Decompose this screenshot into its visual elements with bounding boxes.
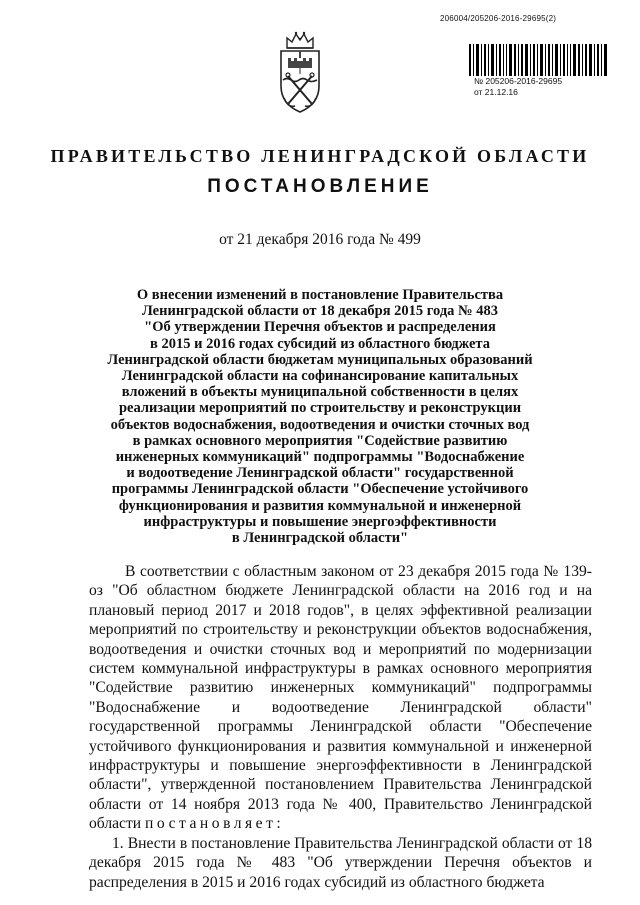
heading-line: объектов водоснабжения, водоотведения и очистки сточных вод — [110, 416, 530, 433]
heading-line: вложений в объекты муниципальной собственности в целях — [121, 384, 519, 401]
registration-number: № 205206-2016-29695 — [474, 76, 563, 86]
item-1-paragraph: 1. Внести в постановление Правительства Ленинградской области от 18 декабря 2015 года № 483 "Об утверждении Перечня объектов и распределения в 2015 и 2016 годах субсидий из областного бюджета — [89, 834, 592, 891]
registration-barcode-block — [468, 44, 608, 98]
coat-of-arms-icon — [275, 28, 325, 116]
heading-line: программы Ленинградской области "Обеспечение устойчивого — [111, 481, 529, 498]
heading-line: в Ленинградской области" — [231, 530, 409, 547]
document-heading — [90, 287, 550, 546]
document-type: ПОСТАНОВЛЕНИЕ — [207, 176, 433, 197]
heading-line: О внесении изменений в постановление Правительства — [136, 287, 504, 303]
heading-line: в 2015 и 2016 годах субсидий из областного бюджета — [150, 335, 490, 352]
heading-line: в рамках основного мероприятия "Содействие развитию — [132, 432, 508, 449]
document-body — [89, 562, 592, 892]
heading-line: Ленинградской области на софинансирование капитальных — [121, 368, 519, 385]
registration-date: от 21.12.16 — [474, 87, 518, 97]
document-date: от 21 декабря 2016 года № 499 — [219, 231, 421, 248]
barcode-icon — [468, 44, 608, 76]
heading-line: инженерных коммуникаций" подпрограммы "Водоснабжение — [115, 449, 525, 466]
registration-code: 206004/205206-2016-29695(2) — [440, 14, 557, 23]
heading-line: Ленинградской области бюджетам муниципальных образований — [107, 351, 533, 368]
decree-word: постановляет: — [145, 815, 285, 833]
heading-line: и водоотведение Ленинградской области" государственной — [126, 465, 514, 482]
heading-line: реализации мероприятий по строительству и реконструкции — [118, 400, 522, 417]
government-title: ПРАВИТЕЛЬСТВО ЛЕНИНГРАДСКОЙ ОБЛАСТИ — [50, 146, 590, 166]
preamble-paragraph — [89, 562, 592, 834]
heading-line: "Об утверждении Перечня объектов и распределения — [144, 319, 496, 336]
heading-line: функционирования и развития коммунальной и инженерной — [118, 497, 522, 514]
heading-line: Ленинградской области от 18 декабря 2015 года № 483 — [141, 303, 499, 320]
heading-line: инфраструктуры и повышение энергоэффективности — [143, 513, 497, 530]
preamble-text: В соответствии с областным законом от 23 декабря 2015 года № 139-оз "Об областном бюджете Ленинградской области на 2016 год и на плановый период 2017 и 2018 годов", в целях эффективной реализации мероприятий по строительству и реконструкции объектов водоснабжения, водоотведения и очистки сточных вод и мероприятий по модернизации систем коммунальной инфраструктуры в рамках основного мероприятия "Содействие развитию инженерных коммуникаций" подпрограммы "Водоснабжение и водоотведение Ленинградской области" государственной программы Ленинградской области "Обеспечение устойчивого функционирования и развития коммунальной и инженерной инфраструктуры и повышение энергоэффективности в Ленинградской области", утвержденной постановлением Правительства Ленинградской области от 14 ноября 2013 года № 400, Правительство Ленинградской области — [89, 563, 592, 833]
